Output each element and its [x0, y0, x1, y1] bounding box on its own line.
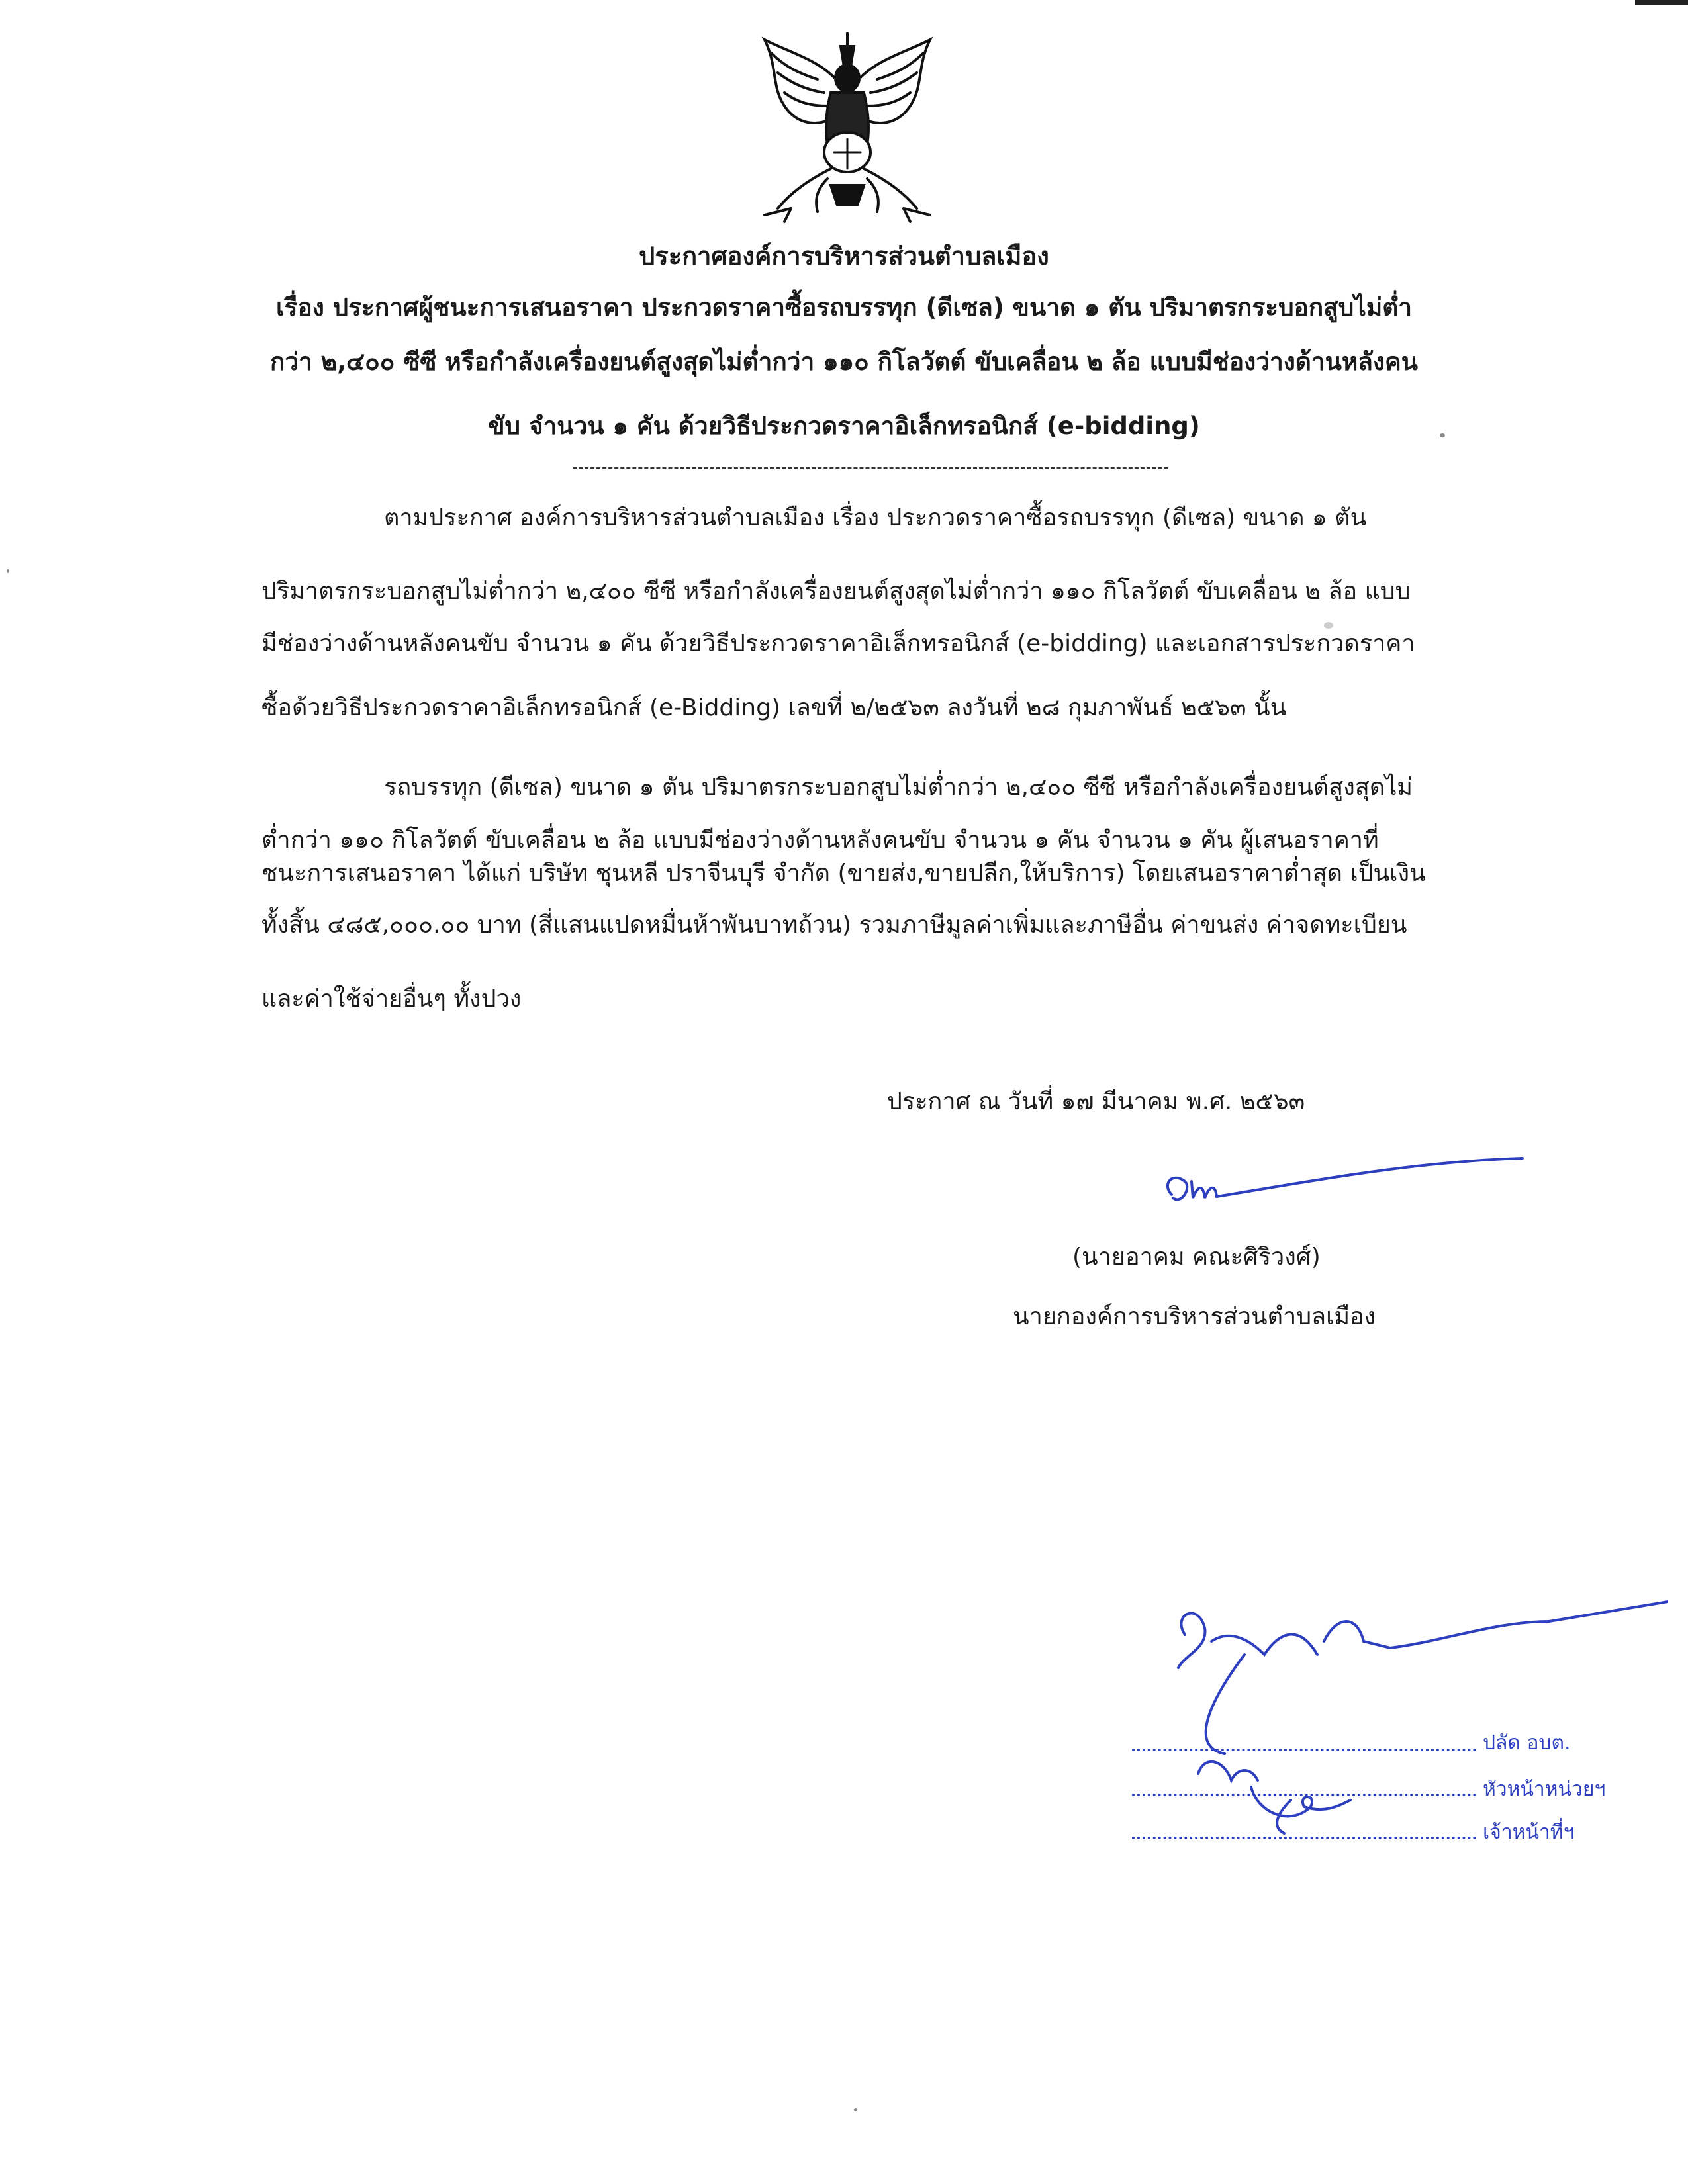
body-line: ตามประกาศ องค์การบริหารส่วนตำบลเมือง เรื่อง ประกวดราคาซื้อรถบรรทุก (ดีเซล) ขนาด ๑ ตัน: [384, 504, 1367, 531]
initial-line-3: [1132, 1837, 1476, 1839]
body-line: รถบรรทุก (ดีเซล) ขนาด ๑ ตัน ปริมาตรกระบอกสูบไม่ต่ำกว่า ๒,๔๐๐ ซีซี หรือกำลังเครื่องยนต์สูงสุดไม่: [384, 774, 1413, 801]
signer-name: (นายอาคม คณะศิริวงศ์): [1072, 1244, 1321, 1271]
initial-label-3: เจ้าหน้าที่ฯ: [1483, 1821, 1575, 1844]
subject-line-1: เรื่อง ประกาศผู้ชนะการเสนอราคา ประกวดราคาซื้อรถบรรทุก (ดีเซล) ขนาด ๑ ตัน ปริมาตรกระบอกสูบไม่ต่ำ: [275, 293, 1413, 322]
body-line: ชนะการเสนอราคา ได้แก่ บริษัท ชุนหลี ปราจีนบุรี จำกัด (ขายส่ง,ขายปลีก,ให้บริการ) โดยเสนอราคาต่ำสุด เป็นเงิน: [261, 860, 1426, 887]
body-line: ปริมาตรกระบอกสูบไม่ต่ำกว่า ๒,๔๐๐ ซีซี หรือกำลังเครื่องยนต์สูงสุดไม่ต่ำกว่า ๑๑๐ กิโลวัตต์ ขับเคลื่อน ๒ ล้อ แบบ: [261, 578, 1411, 605]
scan-speck: [7, 569, 9, 573]
scan-speck: [1440, 433, 1445, 437]
initial-line-1: [1132, 1749, 1476, 1751]
signer-title: นายกองค์การบริหารส่วนตำบลเมือง: [1013, 1303, 1376, 1330]
scan-speck: [854, 2108, 857, 2111]
announcement-date: ประกาศ ณ วันที่ ๑๗ มีนาคม พ.ศ. ๒๕๖๓: [887, 1088, 1305, 1115]
body-line: ซื้อด้วยวิธีประกวดราคาอิเล็กทรอนิกส์ (e-Bidding) เลขที่ ๒/๒๕๖๓ ลงวันที่ ๒๘ กุมภาพันธ์ ๒๕๖๓ นั้น: [261, 694, 1287, 721]
scan-corner-mark: [1635, 0, 1688, 5]
initial-line-2: [1132, 1794, 1476, 1796]
subject-line-3: ขับ จำนวน ๑ คัน ด้วยวิธีประกวดราคาอิเล็กทรอนิกส์ (e-bidding): [488, 412, 1200, 440]
president-signature: [1158, 1145, 1529, 1224]
body-line: ทั้งสิ้น ๔๘๕,๐๐๐.๐๐ บาท (สี่แสนแปดหมื่นห้าพันบาทถ้วน) รวมภาษีมูลค่าเพิ่มและภาษีอื่น ค่าขนส่ง ค่าจดทะเบียน: [261, 911, 1407, 938]
initial-label-2: หัวหน้าหน่วยฯ: [1483, 1778, 1606, 1801]
body-line: ต่ำกว่า ๑๑๐ กิโลวัตต์ ขับเคลื่อน ๒ ล้อ แบบมีช่องว่างด้านหลังคนขับ จำนวน ๑ คัน จำนวน ๑ คัน ผู้เสนอราคาที่: [261, 827, 1379, 854]
initial-label-1: ปลัด อบต.: [1483, 1731, 1571, 1754]
initials-block: [1125, 1575, 1668, 1866]
subject-line-2: กว่า ๒,๔๐๐ ซีซี หรือกำลังเครื่องยนต์สูงสุดไม่ต่ำกว่า ๑๑๐ กิโลวัตต์ ขับเคลื่อน ๒ ล้อ แบบมีช่องว่างด้านหลังคน: [269, 347, 1419, 376]
issuer-title: ประกาศองค์การบริหารส่วนตำบลเมือง: [639, 242, 1049, 271]
header-divider: [573, 467, 1168, 469]
garuda-emblem-icon: [751, 26, 943, 225]
body-line: มีช่องว่างด้านหลังคนขับ จำนวน ๑ คัน ด้วยวิธีประกวดราคาอิเล็กทรอนิกส์ (e-bidding) และเอกสารประกวดราคา: [261, 630, 1415, 657]
scan-speck: [1324, 622, 1333, 629]
initial-signatures: [1125, 1575, 1668, 1866]
body-line: และค่าใช้จ่ายอื่นๆ ทั้งปวง: [261, 985, 522, 1013]
